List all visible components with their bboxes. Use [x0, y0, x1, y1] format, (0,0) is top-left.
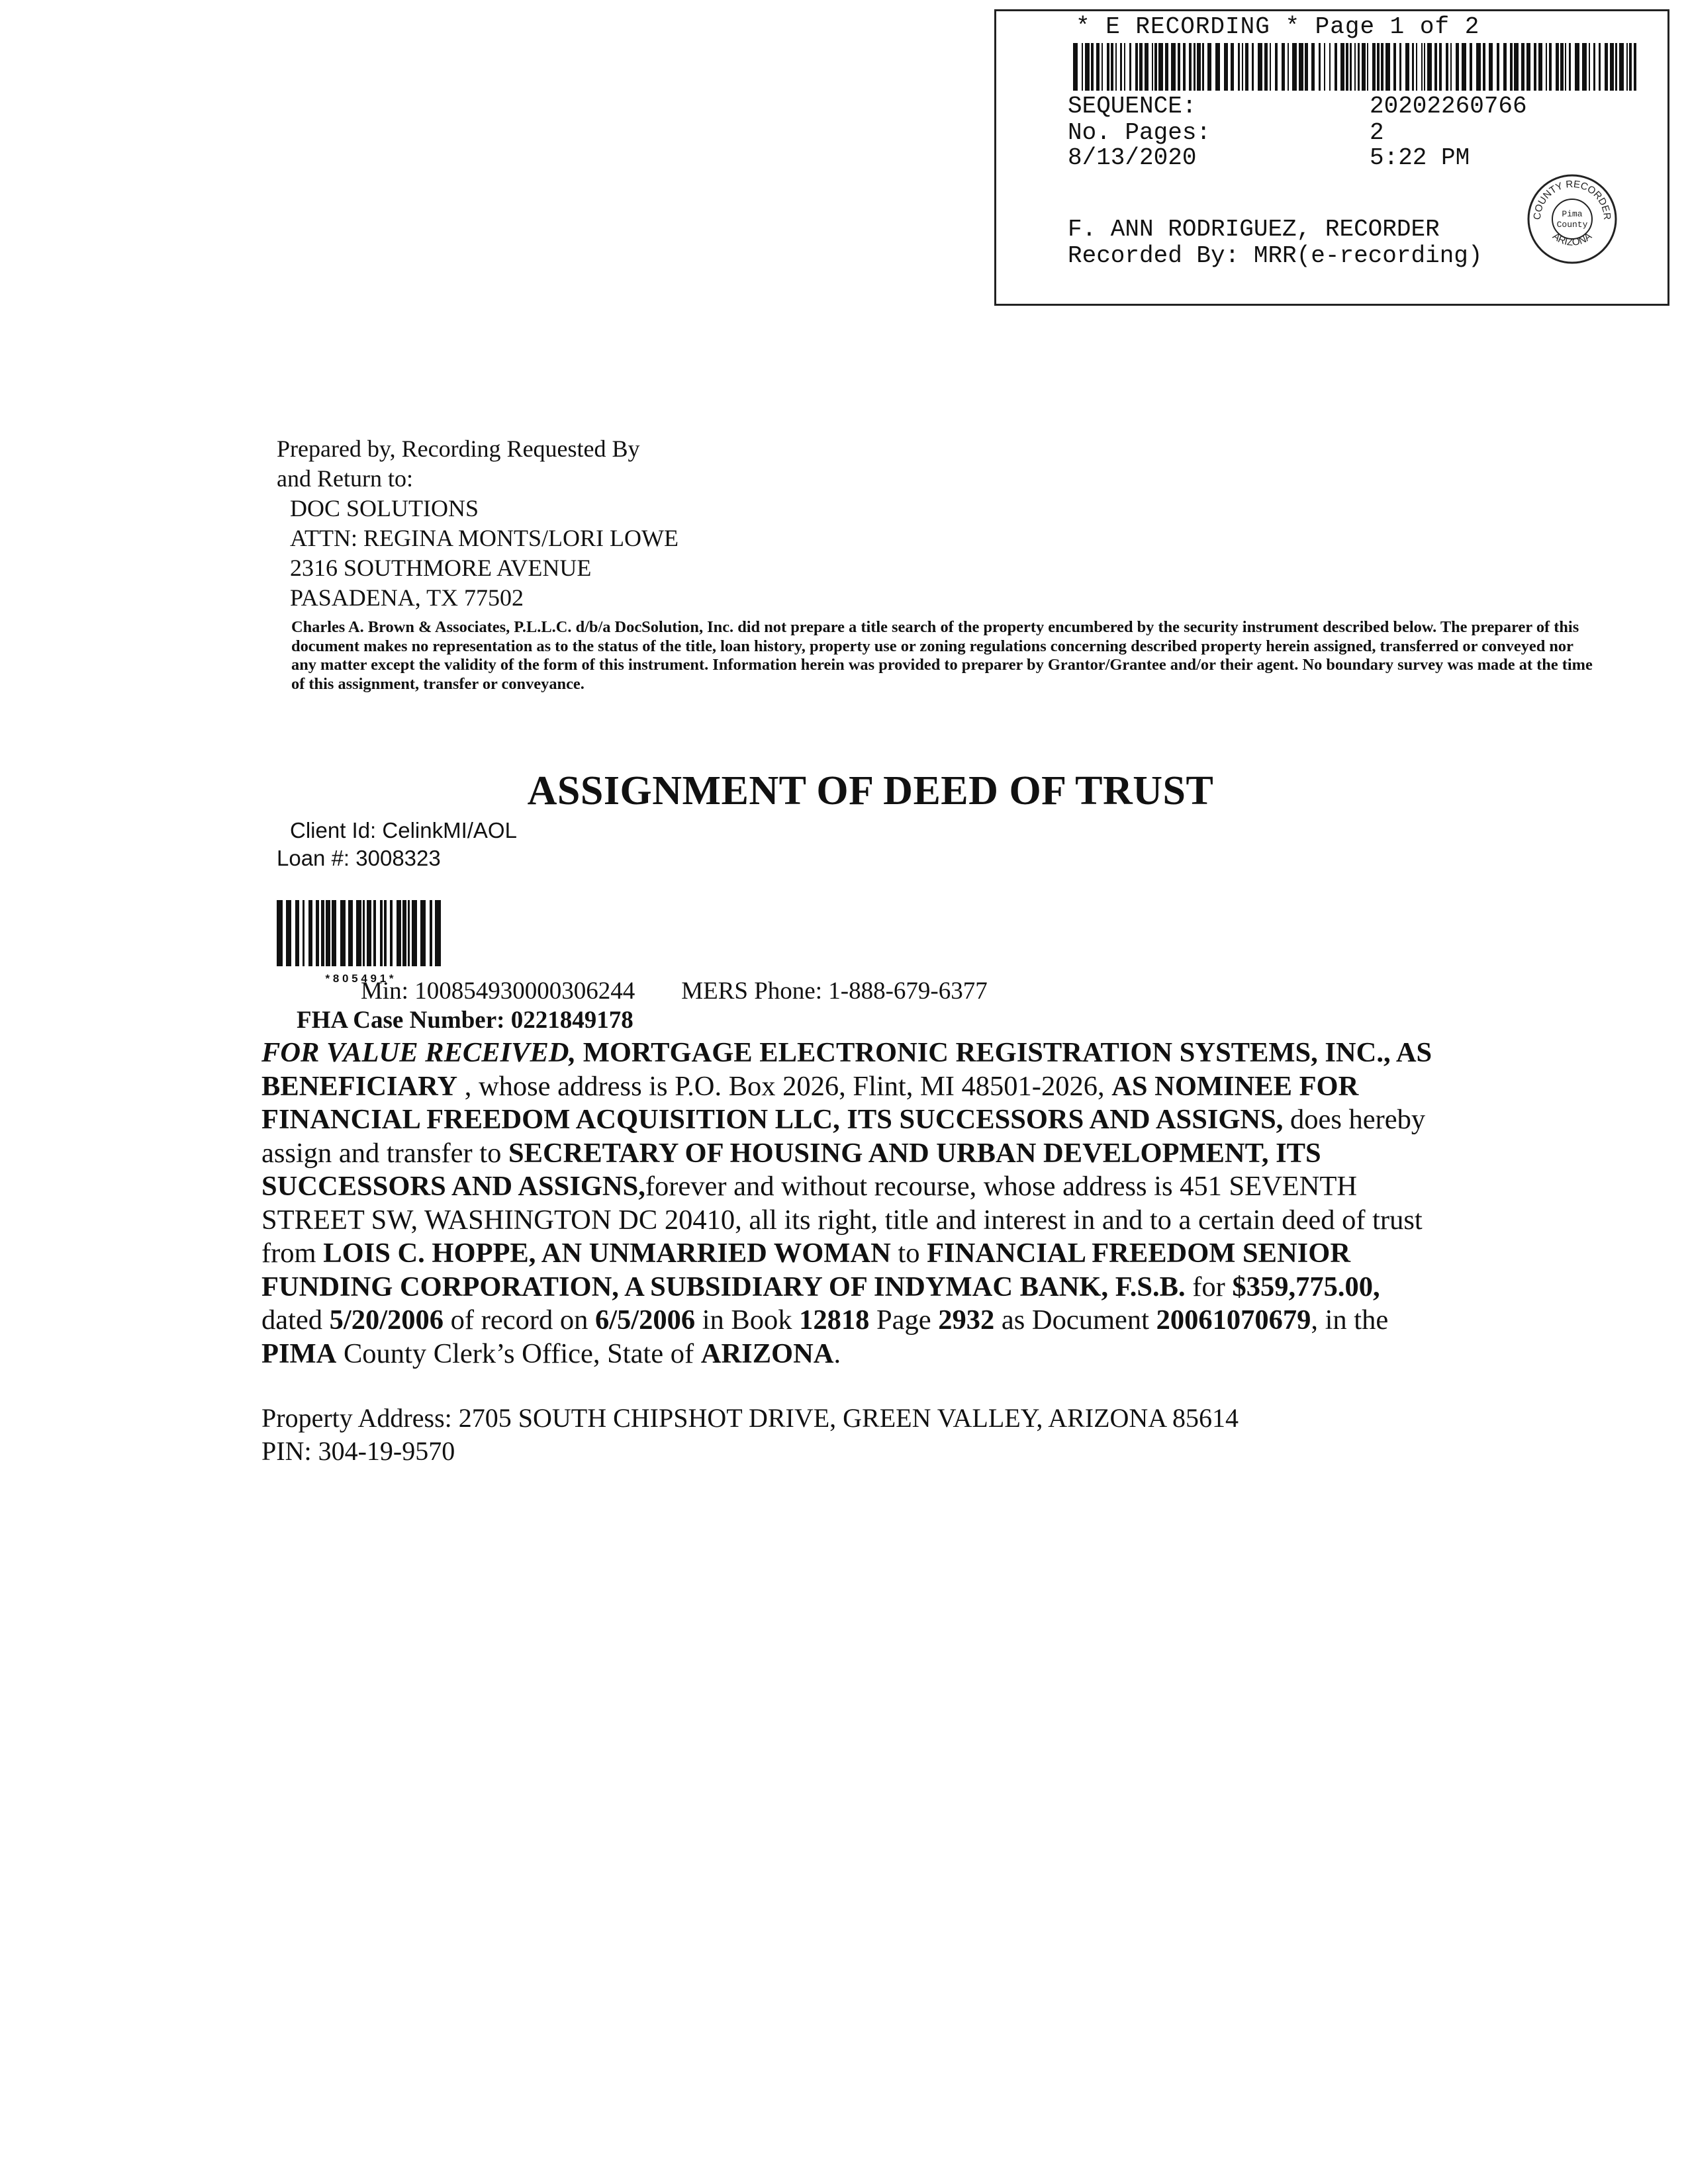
preparer-disclaimer: Charles A. Brown & Associates, P.L.L.C. d/b/a DocSolution, Inc. did not prepare a title search of the property encumbered by the security instrument described below. The preparer of this document makes no representation as to the status of the title, loan history, property use or zoning regulations concerning described property herein assigned, transferred or conveyed nor any matter except the validity of the form of this instrument. Information herein was provided to preparer by Grantor/Grantee and/or their agent. No boundary survey was made at the time of this assignment, transfer or conveyance.	[291, 618, 1593, 693]
body-s22: 20061070679	[1156, 1304, 1311, 1336]
loan-number: Loan #: 3008323	[277, 846, 441, 870]
body-s18: 12818	[799, 1304, 870, 1336]
svg-text:ARIZONA	[1550, 230, 1594, 248]
body-s14: 5/20/2006	[329, 1304, 444, 1336]
body-s27: .	[833, 1338, 841, 1369]
body-s2: MORTGAGE ELECTRONIC REGISTRATION SYSTEMS, INC., AS BENEFICIARY	[261, 1037, 1432, 1102]
seal-top-text: COUNTY RECORDER	[1531, 178, 1613, 220]
min-line	[361, 977, 988, 1005]
prepared-by-block	[277, 434, 679, 613]
client-id: Client Id: CelinkMI/AOL	[290, 818, 517, 842]
stamp-sequence-row	[1068, 93, 1527, 120]
recorded-by: Recorded By: MRR(e-recording)	[1068, 242, 1483, 269]
prepared-by-line1: Prepared by, Recording Requested By	[277, 435, 640, 462]
body-s17: in Book	[695, 1304, 800, 1336]
body-s7: forever and without recourse, whose address is 451 SEVENTH STREET SW, WASHINGTON DC 20410, all its right, title and interest in and to a certain deed of trust from	[261, 1171, 1423, 1269]
body-s13: dated	[261, 1304, 330, 1336]
loan-barcode	[277, 900, 442, 986]
body-s5: does hereby assign and transfer to	[261, 1104, 1426, 1169]
prepared-by-line2: and Return to:	[277, 465, 413, 492]
recording-time: 5:22 PM	[1370, 144, 1470, 171]
body-s19: Page	[869, 1304, 939, 1336]
body-s8: LOIS C. HOPPE, AN UNMARRIED WOMAN	[323, 1238, 891, 1269]
body-s20: 2932	[938, 1304, 995, 1336]
body-s16: 6/5/2006	[594, 1304, 696, 1336]
body-s3: , whose address is P.O. Box 2026, Flint, MI 48501-2026,	[457, 1070, 1112, 1102]
property-address: Property Address: 2705 SOUTH CHIPSHOT DRIVE, GREEN VALLEY, ARIZONA 85614	[261, 1403, 1239, 1433]
fha-case-number: FHA Case Number: 0221849178	[297, 1007, 633, 1034]
assignment-paragraph	[261, 1036, 1446, 1371]
body-s4: AS NOMINEE FOR FINANCIAL FREEDOM ACQUISITION LLC, ITS SUCCESSORS AND ASSIGNS,	[261, 1070, 1359, 1135]
body-s25: County Clerk’s Office, State of	[336, 1338, 701, 1369]
return-city: PASADENA, TX 77502	[290, 584, 524, 611]
seal-center-line2: County	[1556, 220, 1588, 230]
client-info	[277, 817, 517, 872]
sequence-label: SEQUENCE:	[1068, 93, 1197, 120]
seal-center-line1: Pima	[1562, 209, 1583, 219]
body-s12: $359,775.00,	[1232, 1271, 1380, 1302]
stamp-date-row	[1068, 145, 1470, 171]
recorder-name: F. ANN RODRIGUEZ, RECORDER	[1068, 216, 1440, 243]
stamp-title: * E RECORDING * Page 1 of 2	[1076, 13, 1480, 40]
body-s26: ARIZONA	[700, 1338, 834, 1369]
return-attn: ATTN: REGINA MONTS/LORI LOWE	[290, 525, 679, 551]
pages-label: No. Pages:	[1068, 119, 1211, 146]
pages-value: 2	[1370, 119, 1384, 146]
property-info	[261, 1402, 1239, 1468]
body-s24: PIMA	[261, 1338, 337, 1369]
return-company: DOC SOLUTIONS	[290, 495, 479, 522]
body-s23: , in the	[1311, 1304, 1389, 1336]
body-s6: SECRETARY OF HOUSING AND URBAN DEVELOPMENT, ITS SUCCESSORS AND ASSIGNS,	[261, 1137, 1321, 1202]
seal-bottom-text: ARIZONA	[1550, 230, 1594, 249]
stamp-pages-row	[1068, 120, 1384, 146]
recording-barcode	[1073, 43, 1640, 91]
min-number: Min: 100854930000306244	[361, 978, 635, 1005]
mers-phone: MERS Phone: 1-888-679-6377	[681, 978, 988, 1005]
recording-date: 8/13/2020	[1068, 144, 1197, 171]
county-recorder-seal	[1526, 173, 1618, 265]
document-title	[0, 768, 1688, 815]
body-s11: for	[1185, 1271, 1233, 1302]
sequence-value: 20202260766	[1370, 93, 1527, 120]
recording-stamp	[994, 9, 1669, 306]
body-s10: FINANCIAL FREEDOM SENIOR FUNDING CORPORATION, A SUBSIDIARY OF INDYMAC BANK, F.S.B.	[261, 1238, 1351, 1302]
body-s21: as Document	[994, 1304, 1156, 1336]
document-title-text: ASSIGNMENT OF DEED OF TRUST	[527, 768, 1214, 813]
pin-number: PIN: 304-19-9570	[261, 1436, 455, 1466]
body-s15: of record on	[444, 1304, 595, 1336]
return-street: 2316 SOUTHMORE AVENUE	[290, 555, 592, 581]
body-s9: to	[890, 1238, 927, 1269]
body-s1: FOR VALUE RECEIVED,	[261, 1037, 577, 1068]
loan-barcode-text: * 8 0 5 4 9 1 *	[325, 972, 394, 985]
